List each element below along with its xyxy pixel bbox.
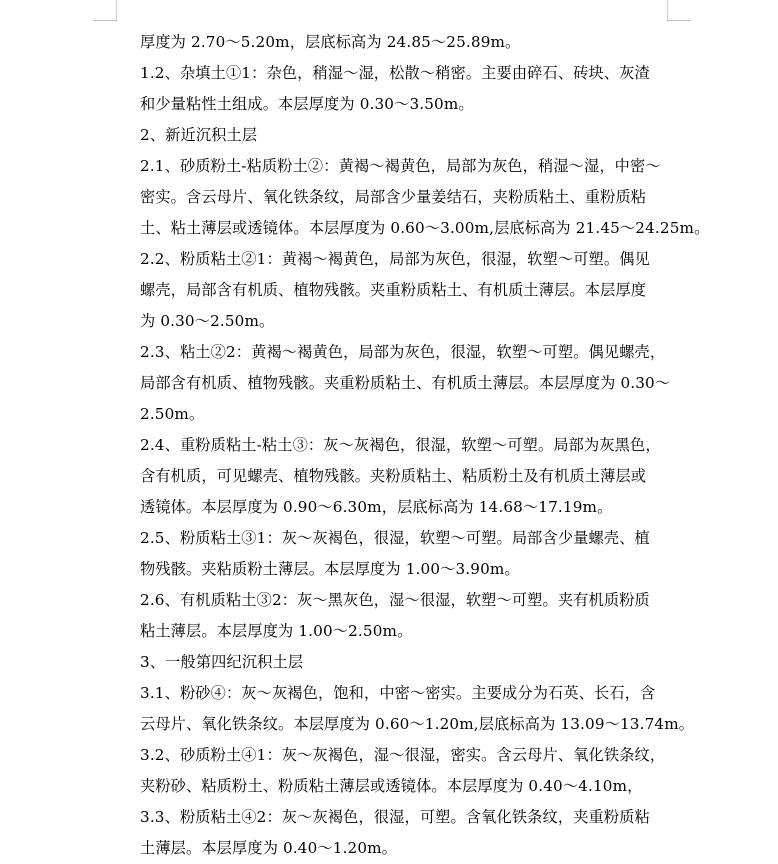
text-line: 夹粉砂、粘质粉土、粉质粘土薄层或透镜体。本层厚度为 0.40～4.10m， xyxy=(140,777,643,795)
text-line: 云母片、氧化铁条纹。本层厚度为 0.60～1.20m,层底标高为 13.09～13.74m。 xyxy=(140,715,695,733)
text-line: 1.2、杂填土①1：杂色，稍湿～湿，松散～稍密。主要由碎石、砖块、灰渣 xyxy=(140,64,650,82)
page-margin-right-edge xyxy=(667,0,668,22)
section-heading: 3、一般第四纪沉积土层 xyxy=(140,653,304,671)
text-line: 局部含有机质、植物残骸。夹重粉质粘土、有机质土薄层。本层厚度为 0.30～ xyxy=(140,374,671,392)
text-line: 透镜体。本层厚度为 0.90～6.30m，层底标高为 14.68～17.19m。 xyxy=(140,498,613,516)
text-line: 2.6、有机质粘土③2：灰～黑灰色，湿～很湿，软塑～可塑。夹有机质粉质 xyxy=(140,591,650,609)
section-heading: 2、新近沉积土层 xyxy=(140,126,258,144)
text-line: 物残骸。夹粘质粉土薄层。本层厚度为 1.00～3.90m。 xyxy=(140,560,520,578)
document-body[interactable] xyxy=(140,27,710,864)
text-line: 厚度为 2.70～5.20m，层底标高为 24.85～25.89m。 xyxy=(140,33,521,51)
text-line: 3.2、砂质粉土④1：灰～灰褐色，湿～很湿，密实。含云母片、氧化铁条纹， xyxy=(140,746,666,764)
text-line: 2.50m。 xyxy=(140,405,205,423)
text-line: 3.3、粉质粘土④2：灰～灰褐色，很湿，可塑。含氧化铁条纹，夹重粉质粘 xyxy=(140,808,650,826)
text-line: 土、粘土薄层或透镜体。本层厚度为 0.60～3.00m,层底标高为 21.45～24.25m。 xyxy=(140,219,710,237)
text-line: 3.1、粉砂④：灰～灰褐色，饱和，中密～密实。主要成分为石英、长石，含 xyxy=(140,684,656,702)
margin-corner-mark-left xyxy=(93,20,116,21)
page-margin-left-edge xyxy=(116,0,117,22)
text-line: 2.5、粉质粘土③1：灰～灰褐色，很湿，软塑～可塑。局部含少量螺壳、植 xyxy=(140,529,650,547)
text-line: 含有机质，可见螺壳、植物残骸。夹粉质粘土、粘质粉土及有机质土薄层或 xyxy=(140,467,647,485)
text-line: 2.2、粉质粘土②1：黄褐～褐黄色，局部为灰色，很湿，软塑～可塑。偶见 xyxy=(140,250,650,268)
text-line: 为 0.30～2.50m。 xyxy=(140,312,275,330)
text-line: 和少量粘性土组成。本层厚度为 0.30～3.50m。 xyxy=(140,95,474,113)
text-line: 土薄层。本层厚度为 0.40～1.20m。 xyxy=(140,839,398,857)
text-line: 粘土薄层。本层厚度为 1.00～2.50m。 xyxy=(140,622,413,640)
text-line: 2.1、砂质粉土-粘质粉土②：黄褐～褐黄色，局部为灰色，稍湿～湿，中密～ xyxy=(140,157,661,175)
margin-corner-mark-right xyxy=(668,20,691,21)
text-line: 2.3、粘土②2：黄褐～褐黄色，局部为灰色，很湿，软塑～可塑。偶见螺壳， xyxy=(140,343,666,361)
text-line: 螺壳，局部含有机质、植物残骸。夹重粉质粘土、有机质土薄层。本层厚度 xyxy=(140,281,647,299)
text-line: 密实。含云母片、氧化铁条纹，局部含少量姜结石，夹粉质粘土、重粉质粘 xyxy=(140,188,647,206)
text-line: 2.4、重粉质粘土-粘土③：灰～灰褐色，很湿，软塑～可塑。局部为灰黑色， xyxy=(140,436,661,454)
